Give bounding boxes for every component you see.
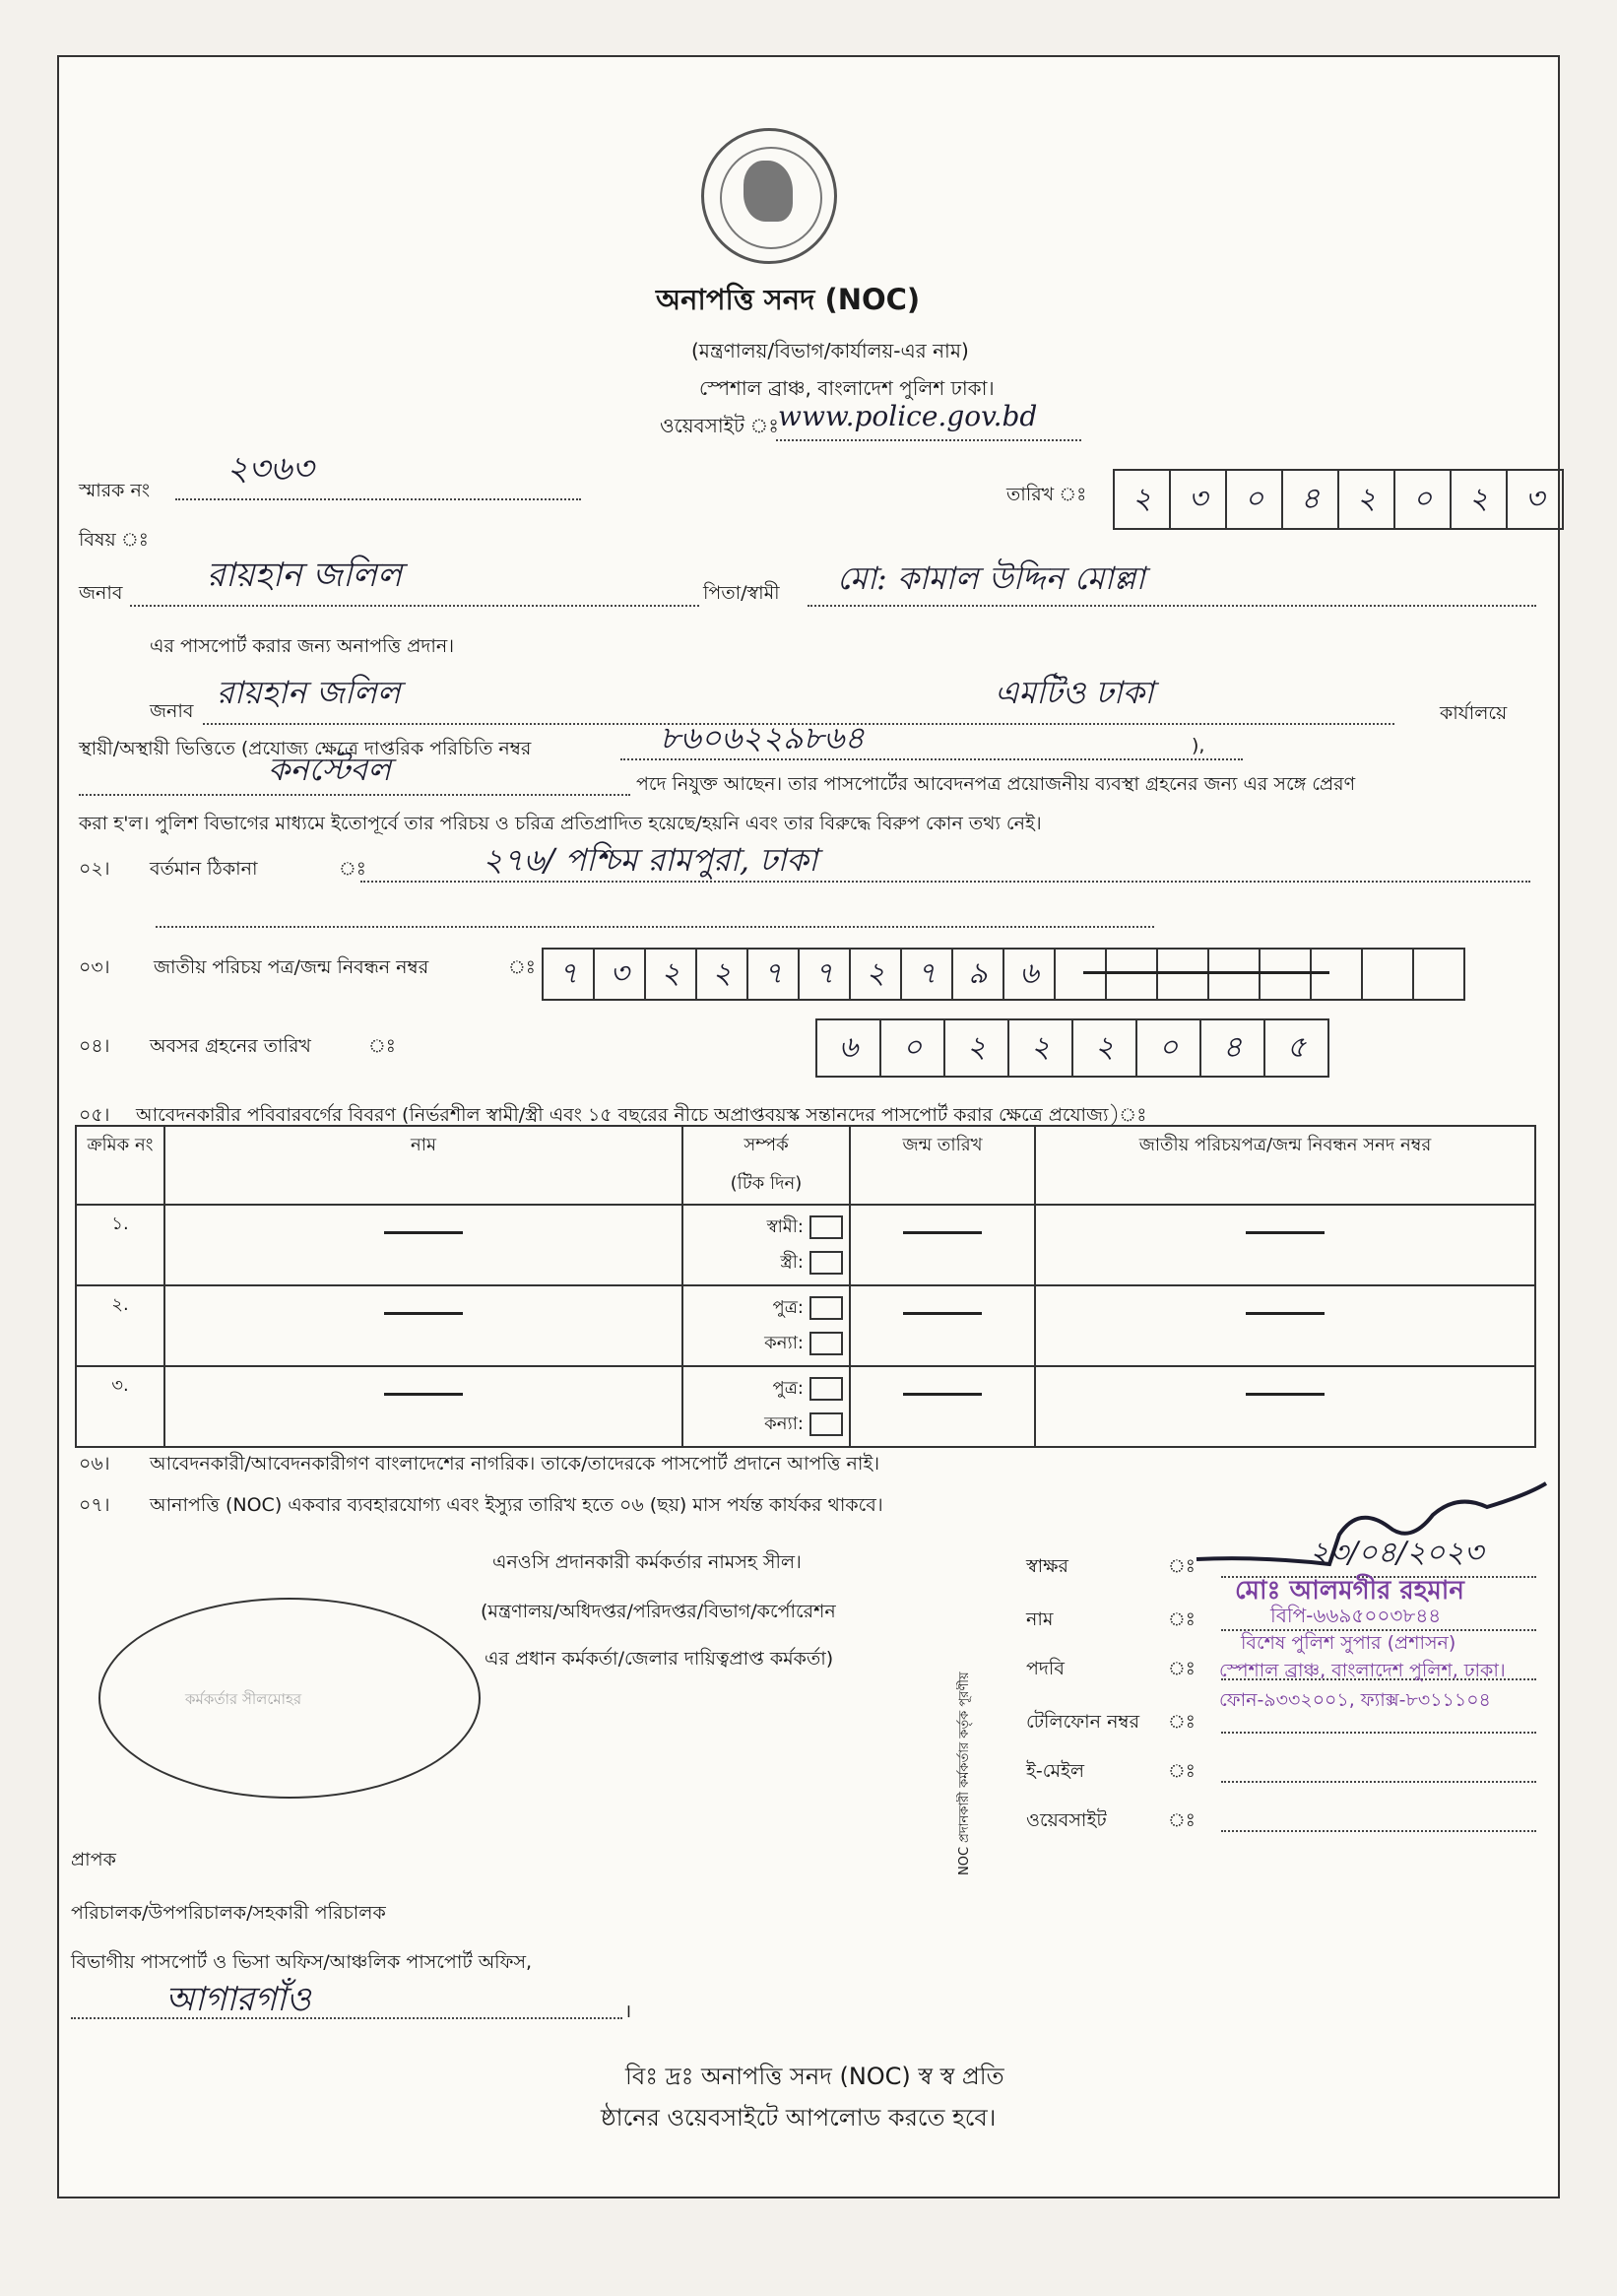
office-written: এমটিও ঢাকা: [995, 674, 1154, 711]
retire-boxes: [815, 1018, 1329, 1078]
digit-box: ০: [1135, 1020, 1199, 1076]
officer-field-colon: ঃ: [1168, 1658, 1196, 1679]
officer-field-colon: ঃ: [1168, 1608, 1196, 1630]
permanent-text: স্থায়ী/অস্থায়ী ভিত্তিতে (প্রযোজ্য ক্ষেত্রে দাপ্তরিক পরিচিতি নম্বর: [79, 738, 532, 759]
digit-box: ২: [1071, 1020, 1135, 1076]
col-name: নাম: [164, 1126, 682, 1205]
officer-field-label: ওয়েবসাইট: [1026, 1809, 1107, 1831]
digit-box: ২: [1337, 471, 1393, 528]
table-row: ১. স্বামী: স্ত্রী:: [76, 1205, 1535, 1285]
digit-box: ০: [879, 1020, 943, 1076]
address-value: ২৭৬/ পশ্চিম রামপুরা, ঢাকা: [483, 841, 818, 879]
stamp-phone: ফোন-৯৩৩২০০১, ফ্যাক্স-৮৩১১১০৪: [1219, 1689, 1491, 1711]
checkbox[interactable]: [809, 1296, 843, 1320]
recipient-line1: পরিচালক/উপপরিচালক/সহকারী পরিচালক: [71, 1902, 386, 1924]
address-colon: ঃ: [339, 858, 366, 880]
signature-date: ২৩/০৪/২০২৩: [1310, 1536, 1484, 1570]
officer-field-colon: ঃ: [1168, 1760, 1196, 1782]
officer-field-label: ই-মেইল: [1026, 1760, 1085, 1782]
officer-field-label: পদবি: [1026, 1658, 1065, 1679]
digit-box: ২: [695, 950, 746, 999]
clause7-num: ০৭।: [79, 1494, 110, 1516]
nid-label: জাতীয় পরিচয় পত্র/জন্ম নিবন্ধন নম্বর: [154, 956, 429, 978]
bangladesh-map-icon: [744, 161, 793, 222]
form-subtitle: (মন্ত্রণালয়/বিভাগ/কার্যালয়-এর নাম): [691, 339, 969, 362]
digit-box: ২: [1007, 1020, 1071, 1076]
digit-box: ২: [1450, 471, 1506, 528]
digit-box: ৯: [951, 950, 1003, 999]
digit-box: ৪: [1199, 1020, 1263, 1076]
clause6-text: আবেদনকারী/আবেদনকারীগণ বাংলাদেশের নাগরিক। তাকে/তাদেরকে পাসপোর্ট প্রদানে আপত্তি নাই।: [150, 1453, 880, 1475]
checkbox[interactable]: [809, 1332, 843, 1355]
recipient-office: আগারগাঁও: [165, 1980, 311, 2019]
retire-colon: ঃ: [368, 1035, 396, 1057]
digit-box: ৭: [900, 950, 951, 999]
digit-box: [1412, 950, 1463, 999]
digit-box: ৭: [798, 950, 849, 999]
digit-box: ২: [644, 950, 695, 999]
address-num: ০২।: [79, 858, 110, 880]
digit-box: ৬: [838, 1029, 859, 1065]
officer-field-colon: ঃ: [1168, 1711, 1196, 1733]
memo-number: ২৩৬৩: [226, 449, 314, 489]
digit-box: ০: [1393, 471, 1450, 528]
digit-box: ২: [1132, 481, 1152, 516]
col-serial: ক্রমিক নং: [76, 1126, 164, 1205]
clause7-text: আনাপত্তি (NOC) একবার ব্যবহারযোগ্য এবং ইস্যুর তারিখ হতে ০৬ (ছয়) মাস পর্যন্ত কার্যকর থাকবে।: [150, 1494, 883, 1516]
digit-box: ৭: [558, 955, 578, 991]
col-relation: সম্পর্ক (টিক দিন): [682, 1126, 850, 1205]
nid-strike-line: [1083, 971, 1329, 974]
stamp-name: মোঃ আলমগীর রহমান: [1235, 1576, 1464, 1606]
purpose-text: এর পাসপোর্ট করার জন্য অনাপত্তি প্রদান।: [150, 635, 455, 657]
retire-num: ০৪।: [79, 1035, 110, 1057]
office-label: কার্যালয়ে: [1440, 702, 1508, 724]
digit-box: [1054, 950, 1105, 999]
issuing-office: স্পেশাল ব্রাঞ্চ, বাংলাদেশ পুলিশ ঢাকা।: [699, 376, 995, 400]
digit-box: ৬: [1003, 950, 1054, 999]
digit-box: ৩: [1506, 471, 1562, 528]
officer-field-colon: ঃ: [1168, 1555, 1196, 1577]
checkbox[interactable]: [809, 1412, 843, 1436]
date-boxes: [1113, 469, 1564, 530]
clause6-num: ০৬।: [79, 1453, 110, 1475]
digit-box: ৩: [593, 950, 644, 999]
recipient-label: প্রাপক: [71, 1849, 116, 1870]
verification-text: করা হ'ল। পুলিশ বিভাগের মাধ্যমে ইতোপূর্বে তার পরিচয় ও চরিত্র প্রতিপ্রাদিত হয়েছে/হয়নি এবং তার বিরুদ্ধে বিরুপ কোন তথ্য নেই।: [79, 813, 1042, 834]
stamp-bp: বিপি-৬৬৯৫০০৩৮৪৪: [1270, 1604, 1442, 1627]
close-paren: ),: [1192, 735, 1205, 756]
janab-label: জনাব: [79, 582, 123, 604]
col-nid: জাতীয় পরিচয়পত্র/জন্ম নিবন্ধন সনদ নম্বর: [1035, 1126, 1535, 1205]
recipient-line2: বিভাগীয় পাসপোর্ট ও ভিসা অফিস/আঞ্চলিক পাসপোর্ট অফিস,: [71, 1951, 533, 1973]
note-line1: বিঃ দ্রঃ অনাপত্তি সনদ (NOC) স্ব স্ব প্রতি: [625, 2063, 1004, 2090]
date-label: তারিখ ঃ: [1006, 484, 1087, 505]
checkbox[interactable]: [809, 1251, 843, 1275]
seal-line1: এনওসি প্রদানকারী কর্মকর্তার নামসহ সীল।: [492, 1551, 802, 1573]
memo-label: স্মারক নং: [79, 480, 151, 501]
digit-box: ২: [943, 1020, 1007, 1076]
janab2-label: জনাব: [150, 700, 194, 722]
officer-field-label: নাম: [1026, 1608, 1054, 1630]
retire-label: অবসর গ্রহনের তারিখ: [150, 1035, 311, 1057]
vertical-note: NOC প্রদানকারী কর্মকর্তার কর্তৃক পূরণীয়: [957, 1672, 972, 1875]
family-heading: আবেদনকারীর পবিবারবর্গের বিবরণ (নির্ভরশীল স্বামী/স্ত্রী এবং ১৫ বছরের নীচে অপ্রাপ্তবয়স্ক সন্তানদের পাসপোর্ট করার ক্ষেত্রে প্রযোজ্য)ঃ: [136, 1104, 1147, 1126]
father-label: পিতা/স্বামী: [703, 582, 780, 604]
website-value: www.police.gov.bd: [778, 400, 1038, 432]
checkbox[interactable]: [809, 1377, 843, 1401]
form-title: অনাপত্তি সনদ (NOC): [656, 283, 921, 316]
applicant-name-2: রায়হান জলিল: [217, 674, 401, 711]
family-table: [75, 1125, 1536, 1448]
table-row: ৩. পুত্র: কন্যা:: [76, 1366, 1535, 1447]
official-id: ৮৬০৬২২৯৮৬৪: [660, 719, 865, 756]
post-value: কনস্টেবল: [268, 751, 392, 788]
officer-field-colon: ঃ: [1168, 1809, 1196, 1831]
website-label: ওয়েবসাইট ঃ: [660, 414, 779, 437]
noc-form: [57, 55, 1560, 2198]
officer-field-label: টেলিফোন নম্বর: [1026, 1711, 1140, 1733]
stamp-office: স্পেশাল ব্রাঞ্চ, বাংলাদেশ পুলিশ, ঢাকা।: [1219, 1660, 1506, 1681]
digit-box: [1207, 950, 1259, 999]
post-text: পদে নিযুক্ত আছেন। তার পাসপোর্টের আবেদনপত্র প্রয়োজনীয় ব্যবস্থা গ্রহনের জন্য এর সঙ্গে প্রেরণ: [636, 773, 1356, 795]
father-name: মো: কামাল উদ্দিন মোল্লা: [837, 559, 1145, 597]
officer-field-label: স্বাক্ষর: [1026, 1555, 1068, 1577]
col-dob: জন্ম তারিখ: [850, 1126, 1035, 1205]
address-label: বর্তমান ঠিকানা: [150, 858, 258, 880]
digit-box: ৩: [1169, 471, 1225, 528]
seal-oval: কর্মকর্তার সীলমোহর: [98, 1598, 481, 1799]
digit-box: [1310, 950, 1361, 999]
digit-box: ০: [1225, 471, 1281, 528]
digit-box: ২: [849, 950, 900, 999]
digit-box: [1156, 950, 1207, 999]
checkbox[interactable]: [809, 1215, 843, 1239]
digit-box: [1361, 950, 1412, 999]
table-row: ২. পুত্র: কন্যা:: [76, 1285, 1535, 1366]
nid-num: ০৩।: [79, 956, 110, 978]
digit-box: ৪: [1281, 471, 1337, 528]
applicant-name: রায়হান জলিল: [207, 556, 403, 595]
nid-colon: ঃ: [508, 956, 536, 978]
recipient-end: ।: [624, 2001, 632, 2022]
digit-box: ৫: [1263, 1020, 1327, 1076]
stamp-title: বিশেষ পুলিশ সুপার (প্রশাসন): [1241, 1632, 1456, 1654]
note-line2: ষ্ঠানের ওয়েবসাইটে আপলোড করতে হবে।: [601, 2104, 997, 2132]
seal-line3: এর প্রধান কর্মকর্তা/জেলার দায়িত্বপ্রাপ্ত কর্মকর্তা): [485, 1648, 834, 1670]
subject-label: বিষয় ঃ: [79, 529, 149, 551]
family-num: ০৫।: [79, 1104, 110, 1126]
digit-box: [1259, 950, 1310, 999]
seal-line2: (মন্ত্রণালয়/অধিদপ্তর/পরিদপ্তর/বিভাগ/কর্পোরেশন: [481, 1601, 836, 1622]
nid-boxes: [542, 948, 1465, 1001]
digit-box: ৭: [746, 950, 798, 999]
digit-box: [1105, 950, 1156, 999]
government-seal: [701, 128, 837, 264]
